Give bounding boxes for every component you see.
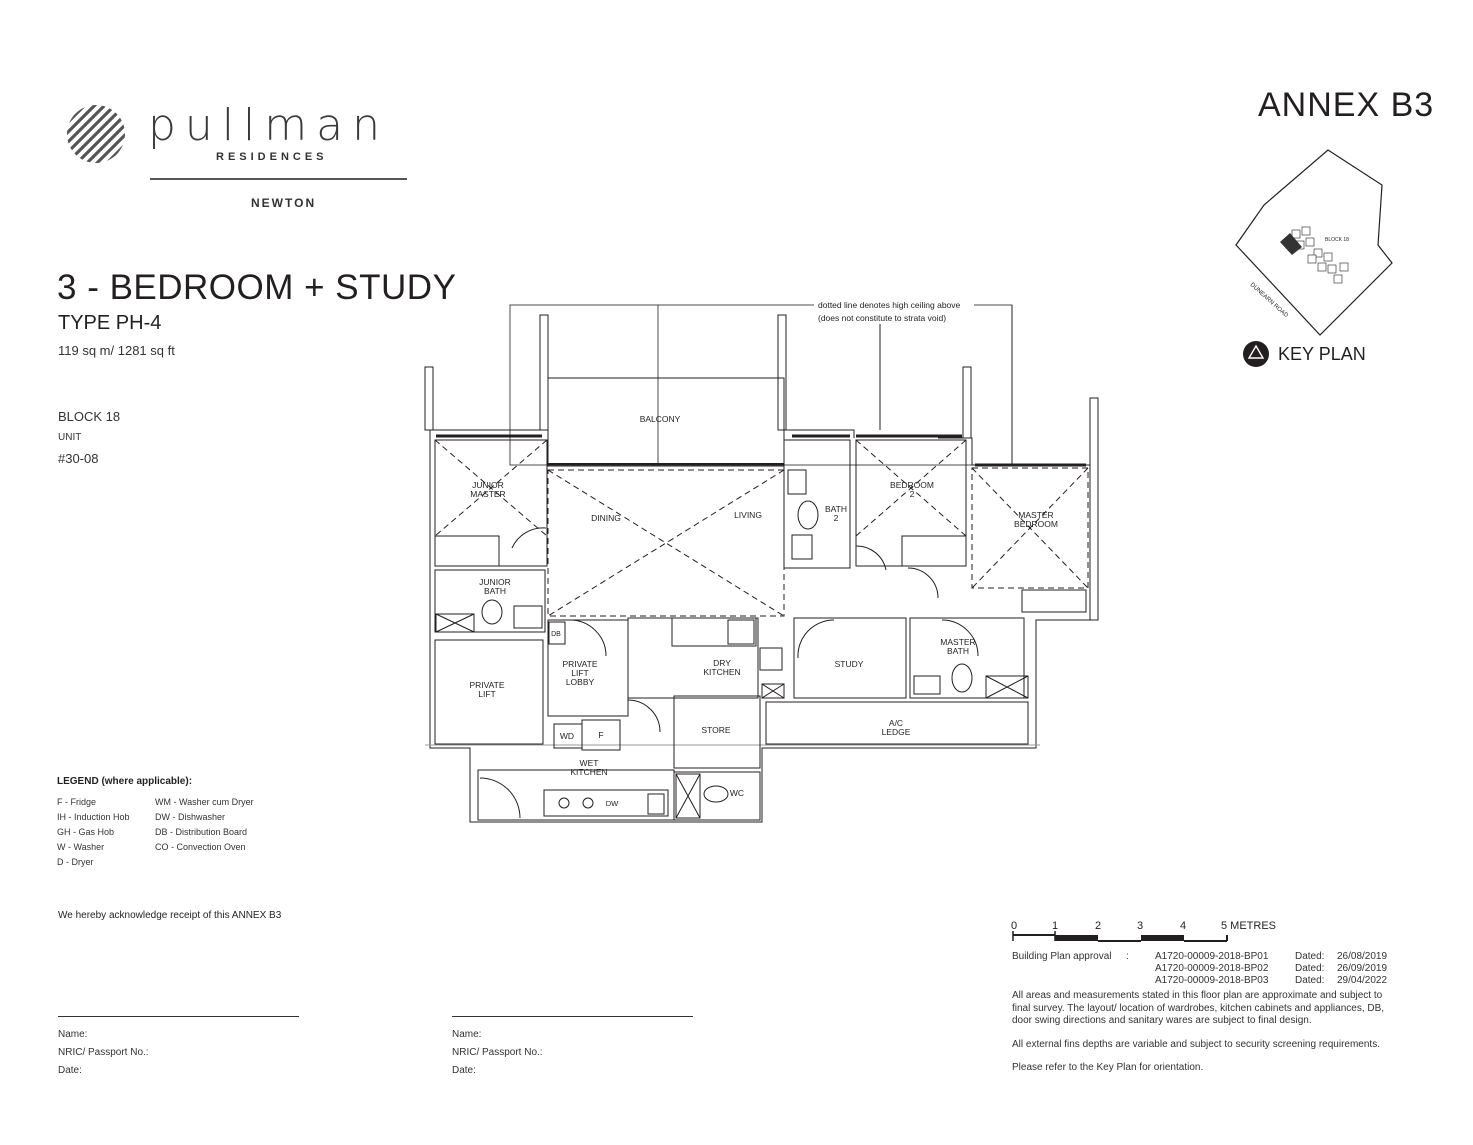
scale-tick-label: 5 METRES	[1221, 920, 1277, 932]
wet-kitchen-room	[478, 770, 674, 820]
approval-ref: A1720-00009-2018-BP01	[1155, 951, 1269, 962]
label-wd: WD	[559, 731, 575, 741]
label-dining: DINING	[591, 513, 621, 523]
logo-mark-icon	[66, 104, 126, 164]
label-wc: WC	[729, 788, 745, 798]
label-bath2-2: 2	[833, 513, 839, 523]
label-master-bath-1: MASTER	[940, 637, 976, 647]
study-room	[794, 618, 906, 698]
approval-dated: Dated:	[1295, 951, 1325, 962]
label-dw: DW	[605, 799, 619, 808]
legend-col-1	[57, 797, 130, 872]
floor-plan	[400, 290, 1120, 835]
disclaimer-notes	[1012, 990, 1442, 1075]
block-label: BLOCK 18	[58, 409, 121, 424]
nric-label: NRIC/ Passport No.:	[58, 1047, 149, 1058]
unit-title: 3 - BEDROOM + STUDY	[57, 268, 457, 307]
date-label: Date:	[58, 1065, 82, 1076]
legend-item: CO - Convection Oven	[155, 842, 246, 852]
note-line: door swing directions and sanitary wares are subject to final design.	[1012, 1015, 1312, 1026]
legend-title: LEGEND (where applicable):	[57, 776, 193, 787]
approval-date: 29/04/2022	[1337, 975, 1388, 986]
scale-tick-label: 2	[1095, 920, 1102, 932]
unit-area: 119 sq m/ 1281 sq ft	[58, 343, 175, 358]
legend-item: IH - Induction Hob	[57, 812, 130, 822]
note-line: All areas and measurements stated in this floor plan are approximate and subject to	[1012, 990, 1383, 1001]
scale-tick-label: 0	[1011, 920, 1018, 932]
approval-date: 26/09/2019	[1337, 963, 1388, 974]
note-line: Please refer to the Key Plan for orientation.	[1012, 1062, 1204, 1073]
approval-ref: A1720-00009-2018-BP03	[1155, 975, 1269, 986]
brand-subtitle: RESIDENCES	[216, 151, 328, 163]
label-junior-bath-2: BATH	[483, 586, 507, 596]
signature-block-1	[58, 1026, 149, 1080]
acknowledge-text: We hereby acknowledge receipt of this ANNEX B3	[58, 910, 282, 921]
note-line: All external fins depths are variable and subject to security screening requirements.	[1012, 1038, 1380, 1050]
label-master-bath-2: BATH	[946, 646, 970, 656]
label-lift-lobby-3: LOBBY	[565, 677, 595, 687]
name-label: Name:	[58, 1029, 88, 1040]
nric-label: NRIC/ Passport No.:	[452, 1047, 543, 1058]
unit-number: #30-08	[58, 451, 99, 466]
label-ac-ledge-2: LEDGE	[881, 727, 911, 737]
label-master-bedroom-1: MASTER	[1018, 510, 1054, 520]
name-label: Name:	[452, 1029, 482, 1040]
label-store: STORE	[701, 725, 731, 735]
label-bath2-1: BATH	[824, 504, 848, 514]
label-dry-kitchen-2: KITCHEN	[703, 667, 741, 677]
brand-divider	[150, 178, 407, 180]
label-wet-kitchen-2: KITCHEN	[570, 767, 608, 777]
label-junior-master-1: JUNIOR	[472, 480, 504, 490]
legend-item: W - Washer	[57, 842, 105, 852]
ceiling-note-line1: dotted line denotes high ceiling above	[818, 300, 961, 310]
approval-colon: :	[1126, 951, 1129, 962]
annex-title: ANNEX B3	[1258, 86, 1435, 124]
brand-location: NEWTON	[251, 196, 317, 210]
label-living: LIVING	[734, 510, 762, 520]
label-bedroom2-1: BEDROOM	[890, 480, 934, 490]
key-plan-map	[1230, 145, 1400, 340]
brand-name: pullman	[148, 100, 389, 151]
label-lift-lobby-1: PRIVATE	[562, 659, 598, 669]
scale-tick-label: 1	[1052, 920, 1059, 932]
unit-label: UNIT	[58, 432, 82, 443]
brand-logo	[64, 100, 424, 215]
signature-line-2	[452, 1016, 693, 1017]
approval-dated: Dated:	[1295, 975, 1325, 986]
approval-date: 26/08/2019	[1337, 951, 1388, 962]
approval-block	[1012, 951, 1432, 991]
label-bedroom2-2: 2	[909, 489, 915, 499]
label-db: DB	[551, 631, 561, 638]
label-balcony: BALCONY	[639, 414, 681, 424]
label-dry-kitchen-1: DRY	[713, 658, 731, 668]
legend-item: F - Fridge	[57, 797, 97, 807]
scale-tick-label: 4	[1180, 920, 1187, 932]
approval-ref: A1720-00009-2018-BP02	[1155, 963, 1269, 974]
label-junior-bath-1: JUNIOR	[479, 577, 511, 587]
legend-item: DW - Dishwasher	[155, 812, 226, 822]
legend-item: GH - Gas Hob	[57, 827, 115, 837]
label-junior-master-2: MASTER	[470, 489, 506, 499]
key-block-label: BLOCK 18	[1325, 237, 1349, 243]
unit-type: TYPE PH-4	[58, 312, 162, 334]
label-lift-lobby-2: LIFT	[571, 668, 589, 678]
signature-line-1	[58, 1016, 299, 1017]
approval-label: Building Plan approval	[1012, 951, 1112, 962]
wc-room	[674, 772, 760, 820]
junior-master-room	[435, 440, 547, 566]
label-private-lift-1: PRIVATE	[469, 680, 505, 690]
legend-item: D - Dryer	[57, 857, 94, 867]
key-road-label: DUNEARN ROAD	[1248, 282, 1289, 320]
scale-bar	[1005, 915, 1305, 947]
legend-col-2	[155, 797, 254, 857]
dry-kitchen-room	[628, 618, 758, 698]
label-master-bedroom-2: BEDROOM	[1014, 519, 1058, 529]
approval-dated: Dated:	[1295, 963, 1325, 974]
label-ac-ledge-1: A/C	[888, 718, 904, 728]
tower-footprint	[1292, 227, 1348, 283]
key-plan-label: KEY PLAN	[1278, 344, 1366, 364]
signature-block-2	[452, 1026, 543, 1080]
label-study: STUDY	[834, 659, 864, 669]
bedroom-2-room	[856, 440, 966, 566]
note-line: final survey. The layout/ location of wardrobes, kitchen cabinets and appliances, DB,	[1012, 1002, 1385, 1014]
label-f: F	[598, 730, 604, 740]
label-wet-kitchen-1: WET	[579, 758, 599, 768]
scale-tick-label: 3	[1137, 920, 1144, 932]
legend-item: DB - Distribution Board	[155, 827, 248, 837]
label-private-lift-2: LIFT	[478, 689, 496, 699]
legend-item: WM - Washer cum Dryer	[155, 797, 254, 807]
ceiling-note-line2: (does not constitute to strata void)	[818, 313, 947, 323]
north-arrow-icon	[1242, 340, 1270, 368]
date-label: Date:	[452, 1065, 476, 1076]
